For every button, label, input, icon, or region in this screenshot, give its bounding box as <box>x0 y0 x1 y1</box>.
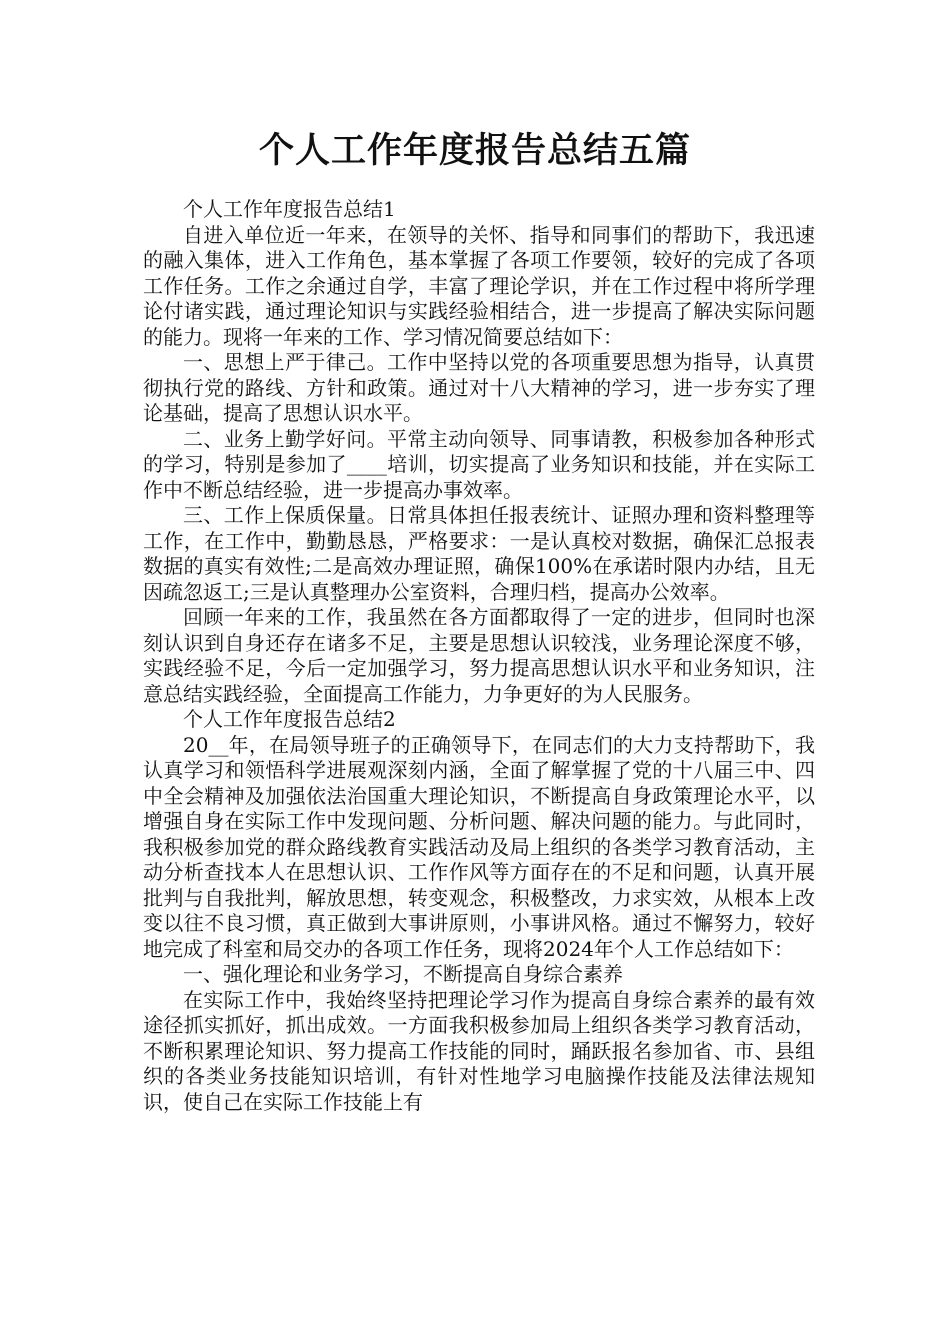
document-title: 个人工作年度报告总结五篇 <box>258 131 691 171</box>
body-paragraph: 回顾一年来的工作，我虽然在各方面都取得了一定的进步，但同时也深刻认识到自身还存在诸多不足，主要是思想认识较浅，业务理论深度不够，实践经验不足，今后一定加强学习，努力提高思想认识水平和业务知识，注意总结实践经验，全面提高工作能力，力争更好的为人民服务。 <box>143 605 815 706</box>
body-paragraph: 一、思想上严于律己。工作中坚持以党的各项重要思想为指导，认真贯彻执行党的路线、方针和政策。通过对十八大精神的学习，进一步夯实了理论基础，提高了思想认识水平。 <box>143 350 815 425</box>
document-body <box>143 197 815 1115</box>
subsection-heading: 一、强化理论和业务学习，不断提高自身综合素养 <box>183 962 623 986</box>
section-heading: 个人工作年度报告总结2 <box>183 707 396 731</box>
body-paragraph: 在实际工作中，我始终坚持把理论学习作为提高自身综合素养的最有效途径抓实抓好，抓出成效。一方面我积极参加局上组织各类学习教育活动，不断积累理论知识、努力提高工作技能的同时，踊跃报名参加省、市、县组织的各类业务技能知识培训，有针对性地学习电脑操作技能及法律法规知识，使自己在实际工作技能上有 <box>143 987 815 1114</box>
body-paragraph: 20__年，在局领导班子的正确领导下，在同志们的大力支持帮助下，我认真学习和领悟科学进展观深刻内涵，全面了解掌握了党的十八届三中、四中全会精神及加强依法治国重大理论知识，不断提高自身政策理论水平，以增强自身在实际工作中发现问题、分析问题、解决问题的能力。与此同时，我积极参加党的群众路线教育实践活动及局上组织的各类学习教育活动，主动分析查找本人在思想认识、工作作风等方面存在的不足和问题，认真开展批判与自我批判，解放思想，转变观念，积极整改，力求实效，从根本上改变以往不良习惯，真正做到大事讲原则，小事讲风格。通过不懈努力，较好地完成了科室和局交办的各项工作任务，现将2024年个人工作总结如下： <box>143 732 815 961</box>
body-paragraph: 三、工作上保质保量。日常具体担任报表统计、证照办理和资料整理等工作，在工作中，勤勤恳恳，严格要求：一是认真校对数据，确保汇总报表数据的真实有效性;二是高效办理证照，确保100%在承诺时限内办结，且无因疏忽返工;三是认真整理办公室资料，合理归档，提高办公效率。 <box>143 503 815 604</box>
section-heading: 个人工作年度报告总结1 <box>183 197 396 221</box>
body-paragraph: 二、业务上勤学好问。平常主动向领导、同事请教，积极参加各种形式的学习，特别是参加了____培训，切实提高了业务知识和技能，并在实际工作中不断总结经验，进一步提高办事效率。 <box>143 426 815 502</box>
body-paragraph: 自进入单位近一年来，在领导的关怀、指导和同事们的帮助下，我迅速的融入集体，进入工作角色，基本掌握了各项工作要领，较好的完成了各项工作任务。工作之余通过自学，丰富了理论学识，并在工作过程中将所学理论付诸实践，通过理论知识与实践经验相结合，进一步提高了解决实际问题的能力。现将一年来的工作、学习情况简要总结如下： <box>143 222 815 349</box>
